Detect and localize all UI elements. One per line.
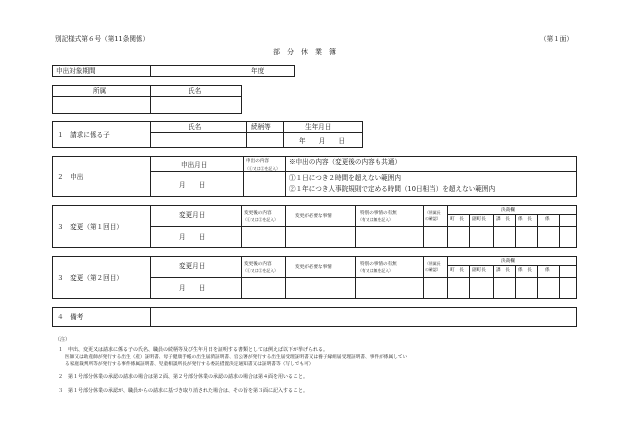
period-row: [52, 65, 295, 77]
change2-approver-4: 係 長: [518, 268, 532, 273]
note-1b: 医師又は助産師が発行する出生（産）証明書、母子健康手帳の出生届済証明書、官公署が発行する出生届受理証明書又は養子縁組届受理証明書、事件が係属してい: [65, 355, 408, 360]
application-date-value: 月 日: [179, 181, 206, 189]
change2-reason-label: 変更が必要な事情: [295, 265, 332, 270]
change2-date-label: 変更月日: [179, 262, 206, 270]
change2-special-label: 特別の事情の有無: [360, 262, 397, 267]
application-date-label: 申出月日: [181, 161, 208, 169]
period-label: 申出対象期間: [56, 67, 96, 75]
change1-approver-2: 副町長: [472, 217, 486, 222]
change1-head-sub: の確認）: [425, 216, 441, 221]
remarks-section: [52, 307, 577, 327]
change1-reason-label: 変更が必要な事情: [295, 214, 332, 219]
change2-section: [52, 256, 577, 299]
change2-head-label: （所属長: [425, 261, 441, 266]
notes-head: （注）: [55, 337, 71, 343]
child-name-label: 氏名: [188, 123, 202, 131]
employee-table: [52, 85, 242, 114]
form-number: 別記様式第６号（第11条関係）: [55, 35, 150, 43]
application-option-2: ②１年につき人事院規則で定める時間（10日相当）を超えない範囲内: [289, 185, 496, 193]
application-section-title: ２ 申出: [57, 173, 84, 181]
change1-section-title: ３ 変更（第１回目）: [57, 223, 123, 231]
change2-special-sub: （有又は無を記入）: [358, 268, 394, 273]
application-option-1: ①１日につき２時間を超えない範囲内: [289, 174, 401, 182]
child-dob-value: 年 月 日: [299, 137, 346, 145]
change1-approver-3: 課 長: [496, 217, 510, 222]
change2-content-sub: （①又は②を記入）: [243, 268, 279, 273]
child-section-title: １ 請求に係る子: [57, 131, 110, 139]
change2-content-label: 変更後の内容: [244, 262, 272, 267]
application-content-sub: （①又は②を記入）: [245, 166, 281, 171]
change2-approver-2: 副町長: [472, 268, 486, 273]
application-content-label: 申出の内容: [246, 159, 269, 164]
child-dob-label: 生年月日: [305, 123, 332, 131]
change1-head-label: （所属長: [425, 210, 441, 215]
change1-date-label: 変更月日: [179, 211, 206, 219]
change1-approver-1: 町 長: [450, 217, 464, 222]
note-2: ２ 第１号部分休業の承認の請求の場合は第２面、第２号部分休業の承認の請求の場合は第４面を用いること。: [58, 374, 309, 380]
change1-content-sub: （①又は②を記入）: [243, 217, 279, 222]
change1-special-sub: （有又は無を記入）: [358, 217, 394, 222]
dept-label: 所属: [93, 87, 107, 95]
page-title: 部 分 休 業 簿: [273, 48, 336, 56]
child-relation-label: 続柄等: [251, 123, 271, 131]
remarks-section-title: ４ 備考: [57, 313, 84, 321]
change2-head-sub: の確認）: [425, 267, 441, 272]
change1-section: [52, 205, 577, 248]
change1-approval-label: 決裁欄: [501, 208, 515, 213]
child-section: [52, 121, 363, 148]
note-1a: １ 申出、変更又は請求に係る子の氏名、職員の続柄等及び生年月日を証明する書類としては例えば以下が挙げられる。: [58, 347, 329, 353]
application-section: [52, 156, 577, 197]
change1-content-label: 変更後の内容: [244, 211, 272, 216]
change1-approver-5: 係: [545, 217, 550, 222]
change2-approver-5: 係: [545, 268, 550, 273]
note-3: ３ 第１号部分休業の承認が、職員からの請求に基づき取り消された場合は、その旨を第３面に記入すること。: [58, 388, 309, 394]
change1-special-label: 特別の事情の有無: [360, 211, 397, 216]
change1-date-value: 月 日: [179, 233, 206, 241]
change2-approver-3: 課 長: [496, 268, 510, 273]
name-label: 氏名: [188, 87, 202, 95]
application-note-head: ※申出の内容（変更後の内容も共通）: [289, 158, 402, 166]
change2-approval-label: 決裁欄: [501, 259, 515, 264]
change2-approver-1: 町 長: [450, 268, 464, 273]
change2-section-title: ３ 変更（第２回目）: [57, 274, 123, 282]
page-number: （第１面）: [540, 35, 573, 43]
note-1c: る家庭裁判所等が発行する事件係属証明書、児童相談所長が発行する委託措置決定通知書又は証明書等（写しでも可）: [65, 362, 314, 367]
change1-approver-4: 係 長: [518, 217, 532, 222]
period-year-label: 年度: [251, 67, 265, 75]
change2-date-value: 月 日: [179, 284, 206, 292]
